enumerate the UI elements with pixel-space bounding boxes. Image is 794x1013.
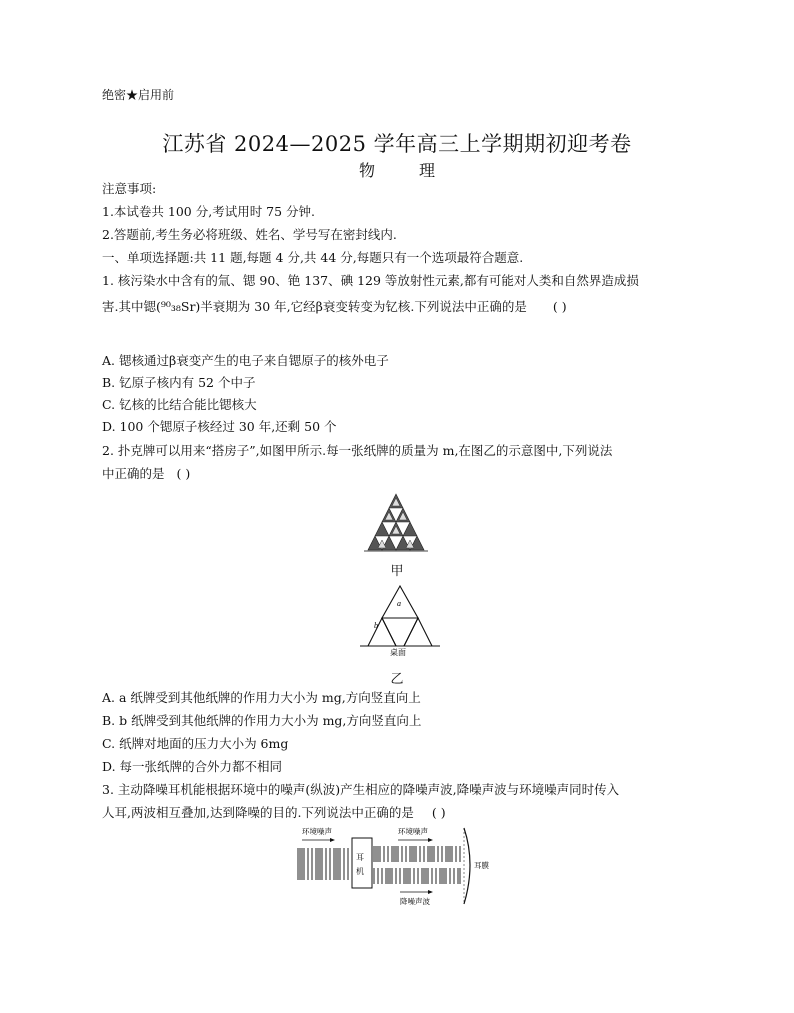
q1-stem-text: 害.其中锶(⁹⁰₃₈Sr)半衰期为 30 年,它经β衰变转变为钇核.下列说法中正确的是 — [102, 299, 527, 314]
desk-label-text: 桌面 — [390, 648, 406, 656]
q2-option-c: C. 纸牌对地面的压力大小为 6mg — [102, 736, 289, 751]
q1-option-b: B. 钇原子核内有 52 个中子 — [102, 375, 256, 390]
q3-answer-paren: ( ) — [431, 805, 446, 820]
subject-char-1: 物 — [358, 161, 375, 180]
exam-title: 江苏省 2024—2025 学年高三上学期期初迎考卷 — [162, 132, 632, 156]
secret-label: 绝密★启用前 — [102, 88, 175, 102]
card-house-photo — [362, 492, 430, 554]
q2-option-a: A. a 纸牌受到其他纸牌的作用力大小为 mg,方向竖直向上 — [102, 690, 421, 705]
q1-stem-line2 — [102, 298, 567, 316]
q3-stem-line1: 3. 主动降噪耳机能根据环境中的噪声(纵波)产生相应的降噪声波,降噪声波与环境噪声同时传入 — [102, 782, 620, 797]
label-b-text: b — [374, 621, 378, 630]
q2-option-d: D. 每一张纸牌的合外力都不相同 — [102, 759, 283, 774]
label-a-text: a — [397, 599, 401, 608]
q1-option-c: C. 钇核的比结合能比锶核大 — [102, 397, 257, 412]
noise-right-label: 环境噪声 — [398, 827, 428, 836]
note-item-1: 1.本试卷共 100 分,考试用时 75 分钟. — [102, 204, 316, 219]
earphone-char-1: 耳 — [356, 853, 364, 862]
figure-b-caption: 乙 — [390, 672, 404, 687]
q1-stem-line1: 1. 核污染水中含有的氚、锶 90、铯 137、碘 129 等放射性元素,都有可能对人类和自然界造成损 — [102, 273, 639, 288]
anti-noise-label: 降噪声波 — [400, 897, 430, 906]
subject-char-2: 理 — [419, 161, 436, 180]
q1-option-d: D. 100 个锶原子核经过 30 年,还剩 50 个 — [102, 419, 337, 434]
subject-title — [0, 158, 794, 181]
q2-stem-line1: 2. 扑克牌可以用来“搭房子”,如图甲所示.每一张纸牌的质量为 m,在图乙的示意图中,下列说法 — [102, 443, 613, 458]
section-heading: 一、单项选择题:共 11 题,每题 4 分,共 44 分,每题只有一个选项最符合题意. — [102, 250, 524, 265]
note-item-2: 2.答题前,考生务必将班级、姓名、学号写在密封线内. — [102, 227, 397, 242]
q2-stem-line2 — [102, 465, 190, 483]
card-diagram — [360, 584, 440, 656]
q2-answer-paren: ( ) — [176, 466, 191, 481]
notes-heading: 注意事项: — [102, 181, 157, 196]
q3-stem-line2 — [102, 804, 446, 822]
figure-a-caption: 甲 — [390, 564, 404, 579]
q2-option-b: B. b 纸牌受到其他纸牌的作用力大小为 mg,方向竖直向上 — [102, 713, 422, 728]
q2-stem-text: 中正确的是 — [102, 466, 165, 481]
earphone-char-2: 机 — [356, 867, 364, 876]
q3-stem-text: 人耳,两波相互叠加,达到降噪的目的.下列说法中正确的是 — [102, 805, 414, 820]
noise-cancel-diagram — [294, 824, 500, 908]
noise-left-label: 环境噪声 — [302, 827, 332, 836]
q1-answer-paren: ( ) — [552, 299, 567, 314]
eardrum-label: 耳膜 — [474, 861, 489, 870]
q1-option-a: A. 锶核通过β衰变产生的电子来自锶原子的核外电子 — [102, 353, 389, 368]
